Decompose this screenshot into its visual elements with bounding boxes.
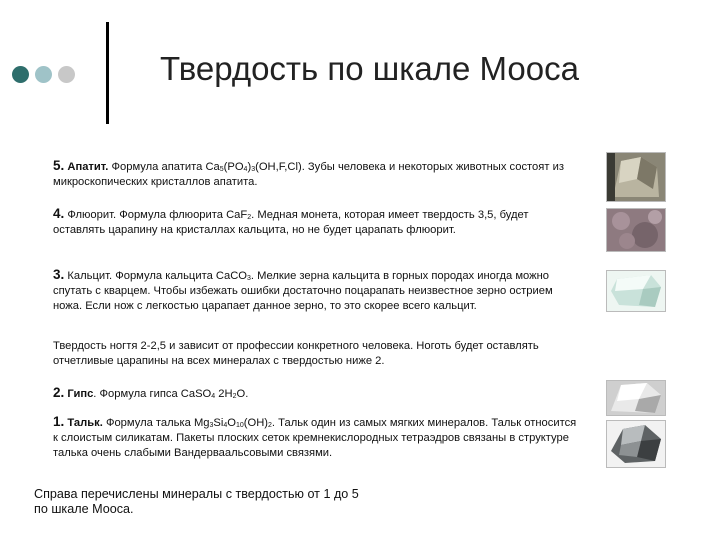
footer-note: Справа перечислены минералы с твердостью от 1 до 5 по шкале Мооса. [34, 487, 359, 516]
calcite-image [606, 270, 666, 312]
title-divider [106, 22, 109, 124]
mineral-gypsum: 2. Гипс. Формула гипса CaSO$_4$ $2H_2O$. [53, 385, 249, 400]
mineral-apatite: 5. Апатит. Формула апатита $Ca_5(PO_4)_3(OH,F,Cl)$. Зубы человека и некоторых животных состоят из микроскопических кристаллов апатита. [53, 158, 564, 188]
bullet-dot-2 [35, 66, 52, 83]
mineral-fluorite: 4. Флюорит. Формула флюорита CaF$_2$. Медная монета, которая имеет твердость 3,5, будет оставлять царапину на кристаллах кальцита, но не будет царапать флюорит. [53, 206, 529, 236]
apatite-image [606, 152, 666, 202]
bullet-dot-1 [12, 66, 29, 83]
mineral-calcite: 3. Кальцит. Формула кальцита CaCO$_3$. Мелкие зерна кальцита в горных породах иногда можно спутать с кварцем. Чтобы избежать ошибки достаточно поцарапать неизвестное зерно острием ножа. Если нож с легкостью царапает данное зерно, то это скорее всего кальцит. [53, 267, 553, 312]
page-title: Твердость по шкале Мооса [160, 50, 579, 87]
talc-image [606, 420, 666, 468]
nail-hardness-note: Твердость ногтя 2-2,5 и зависит от профессии конкретного человека. Ноготь будет оставлять отчетливые царапины на всех минералах с твердостью ниже 2. [53, 340, 539, 367]
slide-bullets [12, 66, 75, 83]
mineral-talc: 1. Тальк. Формула талька $Mg_3Si_4O_{10}(OH)_2$. Тальк один из самых мягких минералов. Тальк относится к слоистым силикатам. Пакеты плоских сеток кремнекислородных тетраэдров связаны в структуре талька очень слабыми Вандерваальсовыми связями. [53, 414, 577, 459]
fluorite-image [606, 208, 666, 252]
gypsum-image [606, 380, 666, 416]
bullet-dot-3 [58, 66, 75, 83]
